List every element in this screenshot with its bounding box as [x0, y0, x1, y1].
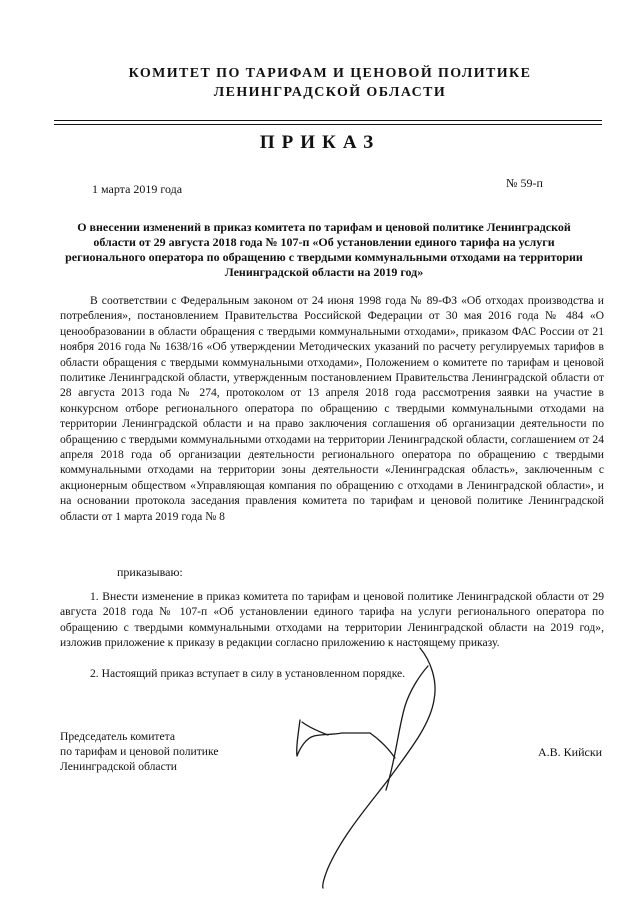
signer-title-line2: по тарифам и ценовой политике	[60, 745, 219, 758]
preamble-paragraph: В соответствии с Федеральным законом от 24 июня 1998 года № 89-ФЗ «Об отходах производства и потребления», постановлением Правительства Российской Федерации от 30 мая 2016 года № 484 «О ценообразовании в области обращения с твердыми коммунальными отходами», приказом ФАС России от 21 ноября 2016 года № 1638/16 «Об утверждении Методических указаний по расчету регулируемых тарифов в области обращения с твердыми коммунальными отходами», Положением о комитете по тарифам и ценовой политике Ленинградской области, утвержденным постановлением Правительства Ленинградской области от 28 августа 2013 года № 274, протоколом от 13 апреля 2018 года рассмотрения заявки на участие в конкурсном отборе регионального оператора по обращению с твердыми коммунальными отходами на территории Ленинградской области и на право заключения соглашения об организации деятельности по обращению с твердыми коммунальными отходами на территории Ленинградской области, соглашением от 24 апреля 2018 года об организации деятельности регионального оператора по обращению с твердыми коммунальными отходами на территории зоны деятельности «Ленинградская область», заключенным с акционерным обществом «Управляющая компания по обращению с отходами в Ленинградской области», и на основании протокола заседания правления комитета по тарифам и ценовой политике Ленинградской области от 1 марта 2019 года № 8	[60, 294, 604, 523]
order-item-1: 1. Внести изменение в приказ комитета по тарифам и ценовой политике Ленинградской области от 29 августа 2018 года № 107-п «Об установлении единого тарифа на услуги регионального оператора по обращению с твердыми коммунальными отходами на территории Ленинградской области на 2019 год», изложив приложение к приказу в редакции согласно приложению к настоящему приказу.	[60, 590, 604, 650]
order-word: приказываю:	[117, 565, 183, 579]
handwritten-signature	[270, 640, 490, 890]
organization-name-line2: ЛЕНИНГРАДСКОЙ ОБЛАСТИ	[213, 85, 447, 100]
organization-header	[60, 64, 600, 102]
document-subject: О внесении изменений в приказ комитета по тарифам и ценовой политике Ленинградской области от 29 августа 2018 года № 107-п «Об установлении единого тарифа на услуги регионального оператора по обращению с твердыми коммунальными отходами на территории Ленинградской области на 2019 год»	[65, 220, 583, 279]
signer-block	[60, 729, 219, 774]
header-rule-thick	[54, 120, 602, 121]
order-item-2: 2. Настоящий приказ вступает в силу в установленном порядке.	[90, 667, 406, 680]
document-type-title: ПРИКАЗ	[259, 132, 381, 153]
signer-title-line1: Председатель комитета	[60, 730, 175, 743]
organization-name-line1: КОМИТЕТ ПО ТАРИФАМ И ЦЕНОВОЙ ПОЛИТИКЕ	[128, 66, 532, 81]
signer-name: А.В. Кийски	[538, 745, 603, 759]
signer-title-line3: Ленинградской области	[60, 760, 177, 773]
document-number: № 59-п	[506, 176, 543, 190]
header-rule-thin	[54, 124, 602, 125]
document-date: 1 марта 2019 года	[92, 182, 183, 196]
